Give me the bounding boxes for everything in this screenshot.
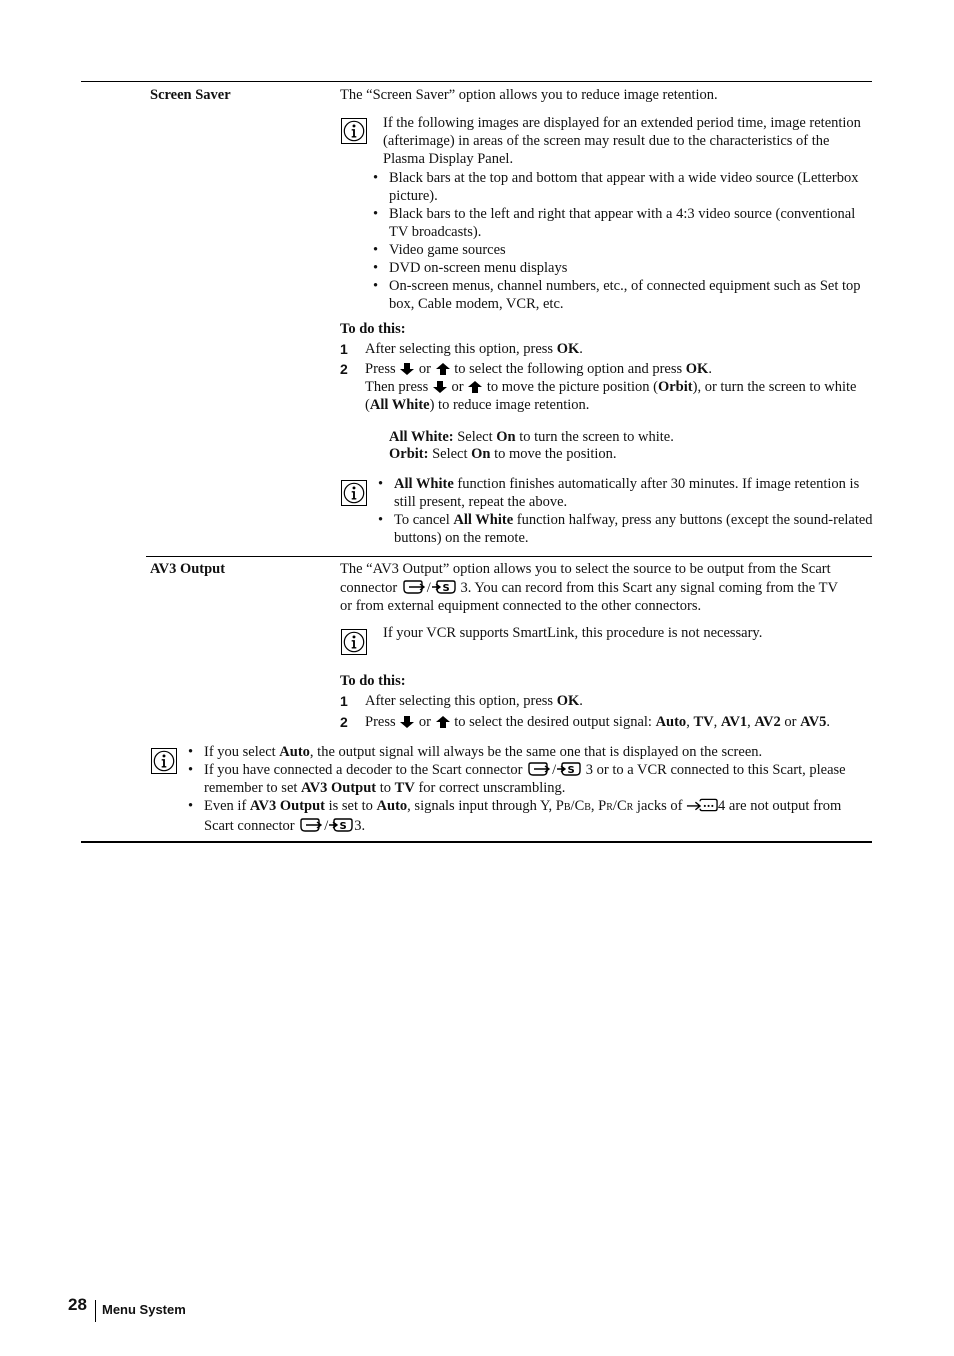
note-text: function finishes automatically after 30 minutes. If image retention is still present, repeat the above.	[394, 476, 860, 510]
list-item: • DVD on-screen menu displays	[371, 259, 873, 277]
step-text: ) to reduce image retention.	[429, 397, 590, 413]
top-rule	[81, 81, 872, 82]
note-text: for correct unscrambling.	[418, 780, 566, 796]
note-text: jacks of	[636, 798, 683, 814]
smartlink-note: If your VCR supports SmartLink, this procedure is not necessary.	[383, 625, 763, 641]
todo-text: To do this:	[340, 673, 406, 689]
option-text: Select	[432, 446, 468, 462]
up-arrow-icon	[467, 380, 483, 394]
press-text: Press	[365, 361, 396, 377]
scart-input-icon	[401, 579, 427, 595]
list-item: • Video game sources	[371, 241, 873, 259]
scart-s-output-icon	[431, 579, 457, 595]
todo-heading	[340, 320, 406, 338]
bottom-rule	[81, 841, 872, 843]
option-text: Select	[457, 429, 493, 445]
option-label: All White:	[389, 429, 454, 445]
signal-option: Auto	[655, 714, 687, 730]
up-arrow-icon	[435, 715, 451, 729]
subscript: R	[626, 802, 634, 813]
note-text: /C	[612, 798, 627, 814]
option-label: Orbit:	[389, 446, 429, 462]
tv-term: TV	[394, 780, 415, 796]
or-text: or	[418, 714, 431, 730]
step-text: After selecting this option, press	[365, 341, 554, 357]
list-item: • Even if AV3 Output is set to Auto, signals input through Y, PB/CB, PR/CR jacks of 4 are not output from Scart connector / 3.	[186, 797, 876, 835]
auto-term: Auto	[376, 798, 408, 814]
step-text: to select the desired output signal:	[454, 714, 652, 730]
av3-output-label: AV3 Output	[150, 561, 226, 577]
scart-input-icon	[298, 817, 324, 833]
scart-s-output-icon	[328, 817, 354, 833]
step-number: 1	[340, 693, 348, 709]
av3-step-1: After selecting this option, press OK.	[365, 693, 583, 709]
step-2-line1: Press or to select the following option and press OK.	[365, 361, 712, 377]
note-text: , P	[590, 798, 607, 814]
av3-intro-line1: The “AV3 Output” option allows you to select the source to be output from the Scart	[340, 561, 831, 577]
signal-option: TV	[693, 714, 714, 730]
screen-saver-intro: The “Screen Saver” option allows you to reduce image retention.	[340, 87, 718, 103]
step-number: 1	[340, 341, 348, 357]
info-icon	[341, 480, 367, 506]
subscript: B	[563, 802, 571, 813]
list-item: • If you have connected a decoder to the Scart connector / 3 or to a VCR connected to this Scart, please remember to set AV3 Output to TV for correct unscrambling.	[186, 761, 876, 797]
note-text: function halfway, press any buttons (except the sound-related buttons) on the remote.	[394, 512, 873, 546]
option-text: to move the position.	[494, 446, 617, 462]
note-text: Even if	[204, 798, 247, 814]
note-text: 3.	[354, 818, 366, 834]
signal-option: AV1	[720, 714, 748, 730]
punct: .	[579, 341, 583, 357]
to-text: to	[379, 780, 392, 796]
retention-sources-list	[371, 169, 873, 313]
step-number: 2	[340, 361, 348, 377]
note-text: 4 are not output from	[718, 798, 842, 814]
list-item: • Black bars to the left and right that appear with a 4:3 video source (conventional TV broadcasts).	[371, 205, 873, 241]
intro-text: connector	[340, 580, 398, 596]
note-text: To cancel	[394, 512, 450, 528]
step-text: to move the picture position (	[486, 379, 658, 395]
option-text: to turn the screen to white.	[519, 429, 674, 445]
signal-option: AV5	[800, 714, 827, 730]
all-white-term: All White	[394, 476, 454, 492]
orbit-option	[389, 445, 617, 463]
todo-text: To do this:	[340, 321, 406, 337]
on-term: On	[496, 429, 516, 445]
info-icon	[151, 748, 177, 774]
list-item: • Black bars at the top and bottom that appear with a wide video source (Letterbox picture).	[371, 169, 873, 205]
subscript: R	[606, 802, 613, 813]
av3-step-2: Press or to select the desired output signal: Auto, TV, AV1, AV2 or AV5.	[365, 714, 831, 730]
list-item	[376, 511, 873, 547]
then-press-text: Then press	[365, 379, 429, 395]
note-text: If you select	[204, 744, 276, 760]
step-2-line2	[365, 378, 875, 414]
or-text: or	[784, 714, 797, 730]
note-text: 3 or to a VCR connected to this Scart, please	[585, 762, 846, 778]
all-white-term: All White	[453, 512, 514, 528]
scart-input-icon	[526, 761, 552, 777]
list-item	[376, 475, 873, 511]
all-white-notes	[376, 475, 873, 547]
or-text: or	[451, 379, 464, 395]
or-text: or	[418, 361, 431, 377]
av3-intro-line3: or from external equipment connected to the other connectors.	[340, 598, 702, 614]
down-arrow-icon	[399, 362, 415, 376]
info-icon	[341, 118, 367, 144]
info-icon	[341, 629, 367, 655]
step-text: After selecting this option, press	[365, 693, 554, 709]
ok-key: OK	[556, 341, 580, 357]
step-1-text	[365, 340, 583, 358]
screen-saver-note: If the following images are displayed for an extended period time, image retention (afterimage) in areas of the screen may result due to the characteristics of the Plasma Display Panel.	[383, 115, 861, 167]
orbit-term: Orbit	[657, 379, 693, 395]
auto-term: Auto	[279, 744, 310, 760]
av3-intro-line2: connector / 3. You can record from this Scart any signal coming from the TV	[340, 580, 838, 596]
step-number: 2	[340, 714, 348, 730]
intro-text: 3. You can record from this Scart any signal coming from the TV	[460, 580, 838, 596]
note-text: Scart connector	[204, 818, 295, 834]
note-text: , the output signal will always be the same one that is displayed on the screen.	[309, 744, 763, 760]
note-text: If you have connected a decoder to the Scart connector	[204, 762, 523, 778]
all-white-option	[389, 428, 674, 446]
down-arrow-icon	[432, 380, 448, 394]
ok-key: OK	[556, 693, 580, 709]
list-item	[186, 743, 876, 761]
step-text: to select the following option and press	[454, 361, 683, 377]
ok-key: OK	[685, 361, 709, 377]
scart-s-output-icon	[556, 761, 582, 777]
press-text: Press	[365, 714, 396, 730]
screen-saver-label: Screen Saver	[150, 87, 231, 103]
down-arrow-icon	[399, 715, 415, 729]
all-white-term: All White	[369, 397, 430, 413]
page-number: 28	[68, 1295, 87, 1314]
up-arrow-icon	[435, 362, 451, 376]
av3-output-term: AV3 Output	[249, 798, 325, 814]
section-divider	[146, 556, 872, 557]
todo-heading	[340, 672, 406, 690]
component-input-icon	[686, 797, 718, 813]
footer-divider	[95, 1300, 96, 1322]
step-text: ), or turn the screen to white (	[365, 379, 857, 413]
on-term: On	[471, 446, 491, 462]
note-text: /C	[570, 798, 585, 814]
output-notes-list	[186, 743, 876, 835]
note-text: remember to set	[204, 780, 298, 796]
subscript: B	[584, 802, 591, 813]
signal-option: AV2	[754, 714, 781, 730]
list-item: • On-screen menus, channel numbers, etc., of connected equipment such as Set top box, Cable modem, VCR, etc.	[371, 277, 873, 313]
av3-output-term: AV3 Output	[301, 780, 377, 796]
note-text: , signals input through Y, P	[407, 798, 564, 814]
note-text: is set to	[328, 798, 373, 814]
section-name: Menu System	[102, 1302, 186, 1317]
